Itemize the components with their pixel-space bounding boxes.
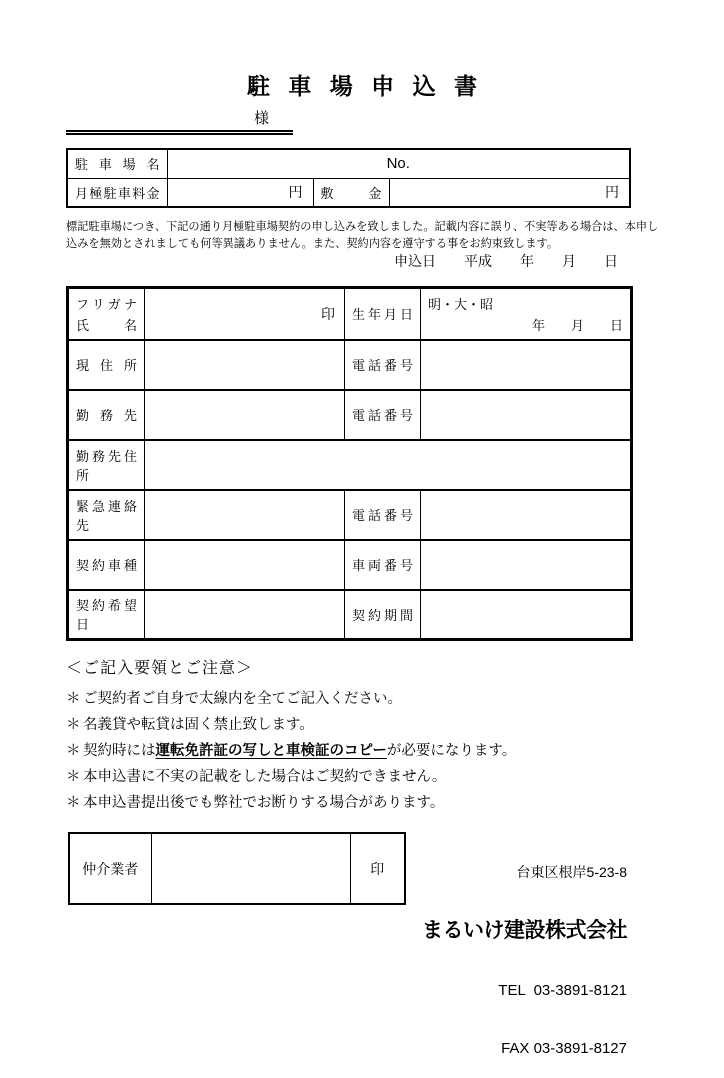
note-text-suffix: が必要になります。 <box>386 743 517 759</box>
company-name: まるいけ建設株式会社 <box>422 919 627 942</box>
deposit-label: 敷金 <box>313 178 389 207</box>
row-desired-date <box>68 590 632 640</box>
phone-field-1 <box>421 340 632 390</box>
deposit-field: 円 <box>389 178 630 207</box>
row-workplace <box>68 390 632 440</box>
agent-label: 仲介業者 <box>69 833 151 904</box>
name-label-cell <box>68 288 145 340</box>
fee-table-row-fees <box>67 178 630 207</box>
note-text-prefix: 契約時には <box>83 743 156 759</box>
note-text: 本申込書提出後でも弊社でお断りする場合があります。 <box>83 795 445 811</box>
addressee-line <box>66 106 293 135</box>
contract-period-label: 契約期間 <box>345 590 421 640</box>
workplace-field <box>145 390 345 440</box>
agent-seal-label: 印 <box>350 833 405 904</box>
current-address-label: 現住所 <box>68 340 145 390</box>
emergency-contact-field <box>145 490 345 540</box>
car-number-field <box>421 540 632 590</box>
note-text-emphasized: 運転免許証の写しと車検証のコピー <box>155 743 387 759</box>
name-field <box>145 288 345 340</box>
addressee-suffix-label: 様 <box>253 110 269 127</box>
seal-mark-label: 印 <box>321 305 335 322</box>
car-model-label: 契約車種 <box>68 540 145 590</box>
desired-date-label: 契約希望日 <box>68 590 145 640</box>
notes-section <box>66 655 666 816</box>
notes-list <box>66 686 666 816</box>
fee-table <box>66 148 631 208</box>
workplace-address-label: 勤務先住所 <box>68 440 145 490</box>
notes-heading: ＜ご記入要領とご注意＞ <box>66 660 254 677</box>
monthly-fee-field: 円 <box>167 178 313 207</box>
car-model-field <box>145 540 345 590</box>
monthly-fee-label: 月極駐車料金 <box>67 178 167 207</box>
note-item <box>66 686 666 712</box>
applicant-table <box>66 286 633 641</box>
note-item <box>66 790 666 816</box>
phone-label-3: 電話番号 <box>345 490 421 540</box>
furigana-label: フリガナ <box>76 297 137 312</box>
company-block <box>422 827 627 1078</box>
birthdate-field <box>421 288 632 340</box>
workplace-label: 勤務先 <box>68 390 145 440</box>
note-bullet: ＊ <box>66 717 81 733</box>
phone-field-3 <box>421 490 632 540</box>
birthdate-label: 生年月日 <box>345 288 421 340</box>
emergency-contact-label: 緊急連絡先 <box>68 490 145 540</box>
row-emergency-contact <box>68 490 632 540</box>
declaration-text: 標記駐車場につき、下記の通り月極駐車場契約の申し込みを致しました。記載内容に誤り、不実等ある場合は、本申し込みを無効とされましても何等異議ありません。また、契約内容を遵守する事をお約束致します。 <box>66 221 659 250</box>
agent-row <box>69 833 405 904</box>
fee-table-row-parking-name <box>67 149 630 178</box>
desired-date-field <box>145 590 345 640</box>
parking-name-label: 駐車場名 <box>67 149 167 178</box>
company-fax: FAX 03-3891-8127 <box>501 1040 627 1057</box>
birthdate-units-label: 年 月 日 <box>531 317 623 333</box>
phone-label-2: 電話番号 <box>345 390 421 440</box>
current-address-field <box>145 340 345 390</box>
workplace-address-field <box>145 440 632 490</box>
row-workplace-address <box>68 440 632 490</box>
car-number-label: 車両番号 <box>345 540 421 590</box>
phone-label-1: 電話番号 <box>345 340 421 390</box>
row-current-address <box>68 340 632 390</box>
note-item <box>66 764 666 790</box>
parking-number-cell: No. <box>167 149 630 178</box>
company-tel: TEL 03-3891-8121 <box>498 982 627 999</box>
company-address: 台東区根岸5-23-8 <box>516 864 627 880</box>
agent-table <box>68 832 406 905</box>
note-bullet: ＊ <box>66 769 81 785</box>
note-bullet: ＊ <box>66 743 81 759</box>
note-bullet: ＊ <box>66 795 81 811</box>
page-title: 駐車場申込書 <box>246 73 496 99</box>
note-item <box>66 738 666 764</box>
application-date-line: 申込日 平成 年 月 日 <box>394 253 618 269</box>
contract-period-field <box>421 590 632 640</box>
note-bullet: ＊ <box>66 691 81 707</box>
agent-field <box>151 833 350 904</box>
note-text: 名義貸や転貸は固く禁止致します。 <box>83 717 314 733</box>
phone-field-2 <box>421 390 632 440</box>
note-item <box>66 712 666 738</box>
name-label: 氏名 <box>76 317 137 333</box>
note-text: 本申込書に不実の記載をした場合はご契約できません。 <box>83 769 447 785</box>
era-options-label: 明・大・昭 <box>428 297 494 312</box>
row-name <box>68 288 632 340</box>
note-text: ご契約者ご自身で太線内を全てご記入ください。 <box>83 691 402 707</box>
row-car-model <box>68 540 632 590</box>
